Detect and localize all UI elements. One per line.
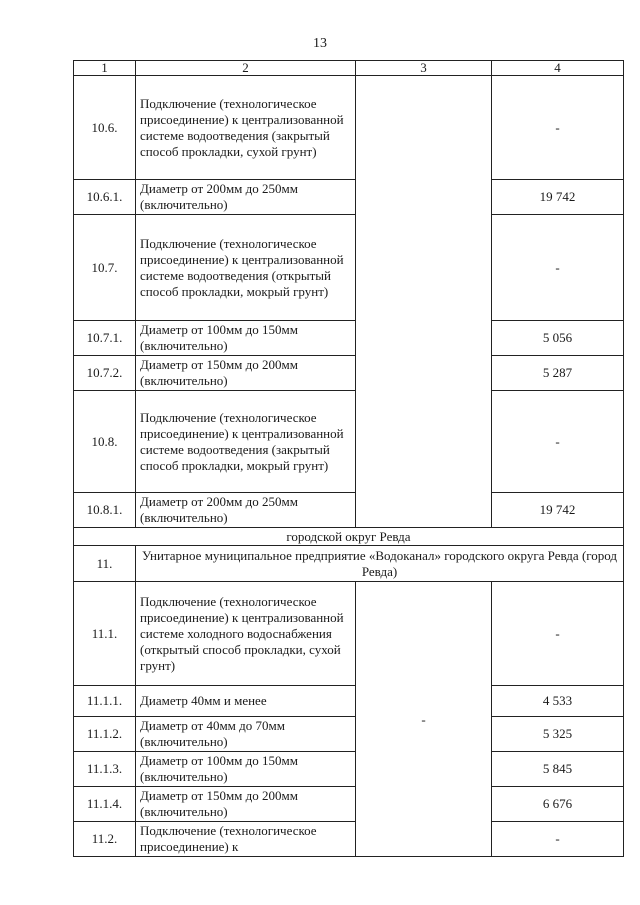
table-row <box>74 391 624 493</box>
row-description: Диаметр от 150мм до 200мм (включительно) <box>136 356 356 391</box>
table-row <box>74 822 624 857</box>
row-description: Диаметр от 100мм до 150мм (включительно) <box>136 752 356 787</box>
table-row <box>74 321 624 356</box>
table-row <box>74 787 624 822</box>
row-number: 11.2. <box>74 822 136 857</box>
row-number: 10.7. <box>74 215 136 321</box>
row-value: 6 676 <box>492 787 624 822</box>
row-value: - <box>492 822 624 857</box>
row-value: - <box>492 391 624 493</box>
row-description: Диаметр от 150мм до 200мм (включительно) <box>136 787 356 822</box>
table-row <box>74 215 624 321</box>
table-row <box>74 717 624 752</box>
row-value: - <box>492 215 624 321</box>
header-col-1: 1 <box>74 61 136 76</box>
page-number: 13 <box>313 36 327 51</box>
group2-col3: - <box>356 582 492 857</box>
row-number: 11.1.4. <box>74 787 136 822</box>
row-description: Диаметр от 200мм до 250мм (включительно) <box>136 180 356 215</box>
row-number: 11.1.2. <box>74 717 136 752</box>
table-row <box>74 493 624 528</box>
org-row <box>74 546 624 582</box>
table-row <box>74 582 624 686</box>
header-row <box>74 61 624 76</box>
row-description: Диаметр от 200мм до 250мм (включительно) <box>136 493 356 528</box>
section-row <box>74 528 624 546</box>
row-description: Диаметр от 100мм до 150мм (включительно) <box>136 321 356 356</box>
org-number: 11. <box>74 546 136 582</box>
row-value: 4 533 <box>492 686 624 717</box>
row-value: 5 287 <box>492 356 624 391</box>
section-title: городской округ Ревда <box>74 528 624 546</box>
table-row <box>74 76 624 180</box>
row-number: 10.6.1. <box>74 180 136 215</box>
row-number: 11.1.3. <box>74 752 136 787</box>
row-number: 10.7.2. <box>74 356 136 391</box>
row-description: Подключение (технологическое присоединение) к централизованной системе водоотведения (открытый способ прокладки, мокрый грунт) <box>136 215 356 321</box>
table-row <box>74 180 624 215</box>
row-number: 11.1. <box>74 582 136 686</box>
header-col-2: 2 <box>136 61 356 76</box>
row-value: 19 742 <box>492 493 624 528</box>
row-description: Подключение (технологическое присоединение) к централизованной системе водоотведения (закрытый способ прокладки, мокрый грунт) <box>136 391 356 493</box>
row-value: - <box>492 76 624 180</box>
header-col-4: 4 <box>492 61 624 76</box>
row-value: - <box>492 582 624 686</box>
row-number: 11.1.1. <box>74 686 136 717</box>
tariff-table <box>73 60 624 857</box>
org-name: Унитарное муниципальное предприятие «Водоканал» городского округа Ревда (город Ревда) <box>136 546 624 582</box>
row-value: 5 845 <box>492 752 624 787</box>
table-row <box>74 356 624 391</box>
row-description: Подключение (технологическое присоединение) к централизованной системе холодного водоснабжения (открытый способ прокладки, сухой грунт) <box>136 582 356 686</box>
row-description: Диаметр от 40мм до 70мм (включительно) <box>136 717 356 752</box>
row-description: Подключение (технологическое присоединение) к централизованной системе водоотведения (закрытый способ прокладки, сухой грунт) <box>136 76 356 180</box>
table-row <box>74 686 624 717</box>
row-number: 10.8. <box>74 391 136 493</box>
row-description: Подключение (технологическое присоединение) к <box>136 822 356 857</box>
row-number: 10.6. <box>74 76 136 180</box>
header-col-3: 3 <box>356 61 492 76</box>
row-description: Диаметр 40мм и менее <box>136 686 356 717</box>
row-value: 19 742 <box>492 180 624 215</box>
group1-col3 <box>356 76 492 528</box>
row-value: 5 325 <box>492 717 624 752</box>
row-number: 10.7.1. <box>74 321 136 356</box>
row-number: 10.8.1. <box>74 493 136 528</box>
table-row <box>74 752 624 787</box>
row-value: 5 056 <box>492 321 624 356</box>
